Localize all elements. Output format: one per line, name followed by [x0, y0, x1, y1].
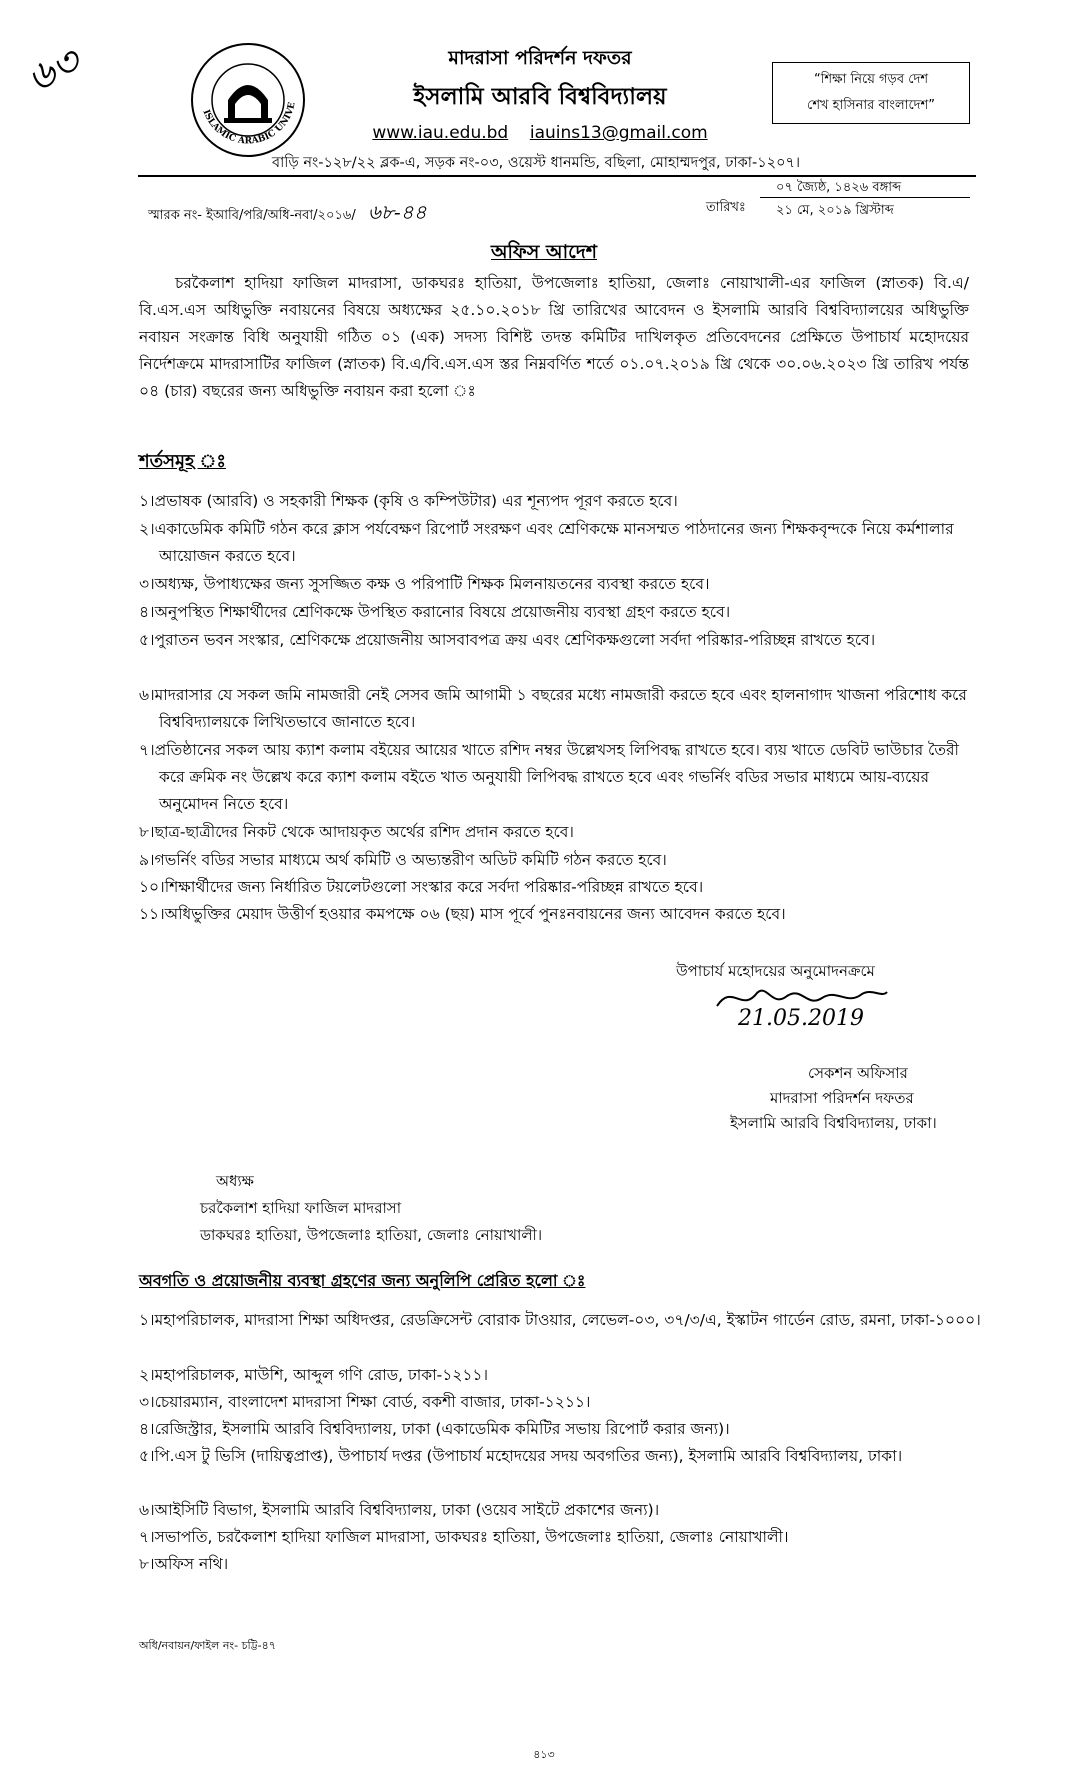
conditions-heading: শর্তসমূহ ঃ	[139, 451, 226, 472]
date-bangla: ০৭ জ্যৈষ্ঠ, ১৪২৬ বঙ্গাব্দ	[776, 180, 902, 195]
condition-item: ৯।গভর্নিং বডির সভার মাধ্যমে অর্থ কমিটি ও অভ্যন্তরীণ অডিট কমিটি গঠন করতে হবে।	[139, 851, 667, 869]
slogan-line2: শেখ হাসিনার বাংলাদেশ”	[807, 98, 935, 113]
memo-ref-label: স্মারক নং- ইআবি/পরি/অধি-নবা/২০১৬/	[148, 208, 356, 223]
signatory-office: মাদরাসা পরিদর্শন দফতর	[770, 1089, 914, 1107]
recipient-line1: অধ্যক্ষ	[216, 1172, 254, 1190]
signatory-title: সেকশন অফিসার	[808, 1064, 908, 1082]
recipient-line2: চরকৈলাশ হাদিয়া ফাজিল মাদরাসা	[200, 1199, 402, 1217]
intro-paragraph: চরকৈলাশ হাদিয়া ফাজিল মাদরাসা, ডাকঘরঃ হাতিয়া, উপজেলাঃ হাতিয়া, জেলাঃ নোয়াখালী-এর ফাজিল (স্নাতক) বি.এ/বি.এস.এস অধিভুক্তি নবায়নের বিষয়ে অধ্যক্ষের ২৫.১০.২০১৮ খ্রি তারিখের আবেদন ও ইসলামি আরবি বিশ্ববিদ্যালয়ের অধিভুক্তি নবায়ন সংক্রান্ত বিধি অনুযায়ী গঠিত ০১ (এক) সদস্য বিশিষ্ট তদন্ত কমিটির দাখিলকৃত প্রতিবেদনের প্রেক্ষিতে উপাচার্য মহোদয়ের নির্দেশক্রমে মাদরাসাটির ফাজিল (স্নাতক) বি.এ/বি.এস.এস স্তর নিম্নবর্ণিত শর্তে ০১.০৭.২০১৯ খ্রি থেকে ৩০.০৬.২০২৩ খ্রি তারিখ পর্যন্ত ০৪ (চার) বছরের জন্য অধিভুক্তি নবায়ন করা হলো ঃ	[139, 274, 969, 400]
condition-item: ২।একাডেমিক কমিটি গঠন করে ক্লাস পর্যবেক্ষণ রিপোর্ট সংরক্ষণ এবং শ্রেণিকক্ষে মানসম্মত পাঠদানের জন্য শিক্ষকবৃন্দকে নিয়ে কর্মশালার আয়োজন করতে হবে।	[139, 520, 954, 565]
cc-heading: অবগতি ও প্রয়োজনীয় ব্যবস্থা গ্রহণের জন্য অনুলিপি প্রেরিত হলো ঃ	[139, 1271, 586, 1290]
condition-item: ৪।অনুপস্থিত শিক্ষার্থীদের শ্রেণিকক্ষে উপস্থিত করানোর বিষয়ে প্রয়োজনীয় ব্যবস্থা গ্রহণ করতে হবে।	[139, 603, 731, 621]
cc-item: ৪।রেজিস্ট্রার, ইসলামি আরবি বিশ্ববিদ্যালয়, ঢাকা (একাডেমিক কমিটির সভায় রিপোর্ট করার জন্য)।	[139, 1420, 730, 1438]
page-title: অফিস আদেশ	[491, 241, 597, 263]
condition-item: ৫।পুরাতন ভবন সংস্কার, শ্রেণিকক্ষে প্রয়োজনীয় আসবাবপত্র ক্রয় এবং শ্রেণিকক্ষগুলো সর্বদা পরিষ্কার-পরিচ্ছন্ন রাখতে হবে।	[139, 631, 876, 649]
margin-note: ৬৩	[20, 38, 87, 102]
condition-item: ১১।অধিভুক্তির মেয়াদ উত্তীর্ণ হওয়ার কমপক্ষে ০৬ (ছয়) মাস পূর্বে পুনঃনবায়নের জন্য আবেদন করতে হবে।	[139, 905, 786, 923]
condition-item: ১০।শিক্ষার্থীদের জন্য নির্ধারিত টয়লেটগুলো সংস্কার করে সর্বদা পরিষ্কার-পরিচ্ছন্ন রাখতে হবে।	[139, 878, 704, 896]
address: বাড়ি নং-১২৮/২২ ব্লক-এ, সড়ক নং-০৩, ওয়েস্ট ধানমন্ডি, বছিলা, মোহাম্মদপুর, ঢাকা-১২০৭।	[272, 155, 801, 171]
logo-text: ISLAMIC ARABIC UNIVE	[200, 101, 298, 147]
date-label: তারিখঃ	[706, 200, 746, 215]
signature-date: 21.05.2019	[738, 1006, 864, 1031]
university-name: ইসলামি আরবি বিশ্ববিদ্যালয়	[413, 84, 667, 110]
university-logo	[188, 40, 308, 160]
approval-text: উপাচার্য মহোদয়ের অনুমোদনক্রমে	[676, 962, 875, 980]
condition-item: ১।প্রভাষক (আরবি) ও সহকারী শিক্ষক (কৃষি ও কম্পিউটার) এর শূন্যপদ পূরণ করতে হবে।	[139, 492, 678, 510]
condition-item: ৬।মাদরাসার যে সকল জমি নামজারী নেই সেসব জমি আগামী ১ বছরের মধ্যে নামজারী করতে হবে এবং হালনাগাদ খাজনা পরিশোধ করে বিশ্ববিদ্যালয়কে লিখিতভাবে জানাতে হবে।	[139, 686, 967, 731]
cc-item: ২।মহাপরিচালক, মাউশি, আব্দুল গণি রোড, ঢাকা-১২১১।	[139, 1366, 488, 1384]
page-number: ৪১৩	[533, 1748, 555, 1761]
memo-ref-handwritten: ৬৮-৪৪	[367, 200, 427, 224]
header-rule	[138, 175, 976, 177]
website-link[interactable]: www.iau.edu.bd	[372, 123, 509, 143]
file-number: অধি/নবায়ন/ফাইল নং- চট্টি-৪৭	[139, 1639, 276, 1652]
office-name: মাদরাসা পরিদর্শন দফতর	[448, 47, 632, 69]
recipient-line3: ডাকঘরঃ হাতিয়া, উপজেলাঃ হাতিয়া, জেলাঃ নোয়াখালী।	[200, 1226, 543, 1244]
signatory-institution: ইসলামি আরবি বিশ্ববিদ্যালয়, ঢাকা।	[730, 1114, 937, 1132]
slogan-box	[772, 62, 970, 124]
condition-item: ৮।ছাত্র-ছাত্রীদের নিকট থেকে আদায়কৃত অর্থের রশিদ প্রদান করতে হবে।	[139, 823, 574, 841]
date-rule	[760, 197, 970, 198]
cc-item: ৬।আইসিটি বিভাগ, ইসলামি আরবি বিশ্ববিদ্যালয়, ঢাকা (ওয়েব সাইটে প্রকাশের জন্য)।	[139, 1501, 660, 1519]
date-english: ২১ মে, ২০১৯ খ্রিস্টাব্দ	[776, 203, 894, 218]
cc-item: ৮।অফিস নথি।	[139, 1555, 229, 1573]
condition-item: ৩।অধ্যক্ষ, উপাধ্যক্ষের জন্য সুসজ্জিত কক্ষ ও পরিপাটি শিক্ষক মিলনায়তনের ব্যবস্থা করতে হবে।	[139, 575, 710, 593]
cc-item: ১।মহাপরিচালক, মাদরাসা শিক্ষা অধিদপ্তর, রেডক্রিসেন্ট বোরাক টাওয়ার, লেভেল-০৩, ৩৭/৩/এ, ইস্কাটন গার্ডেন রোড, রমনা, ঢাকা-১০০০।	[139, 1311, 981, 1329]
slogan-line1: “শিক্ষা নিয়ে গড়ব দেশ	[813, 72, 929, 87]
condition-item: ৭।প্রতিষ্ঠানের সকল আয় ক্যাশ কলাম বইয়ের আয়ের খাতে রশিদ নম্বর উল্লেখসহ লিপিবদ্ধ রাখতে হবে। ব্যয় খাতে ডেবিট ভাউচার তৈরী করে ক্রমিক নং উল্লেখ করে ক্যাশ কলাম বইতে খাত অনুযায়ী লিপিবদ্ধ রাখতে হবে এবং গভর্নিং বডির সভার মাধ্যমে আয়-ব্যয়ের অনুমোদন নিতে হবে।	[139, 741, 959, 813]
email-link[interactable]: iauins13@gmail.com	[529, 123, 708, 143]
cc-item: ৫।পি.এস টু ভিসি (দায়িত্বপ্রাপ্ত), উপাচার্য দপ্তর (উপাচার্য মহোদয়ের সদয় অবগতির জন্য), ইসলামি আরবি বিশ্ববিদ্যালয়, ঢাকা।	[139, 1447, 903, 1465]
cc-item: ৩।চেয়ারম্যান, বাংলাদেশ মাদরাসা শিক্ষা বোর্ড, বকশী বাজার, ঢাকা-১২১১।	[139, 1393, 591, 1411]
cc-item: ৭।সভাপতি, চরকৈলাশ হাদিয়া ফাজিল মাদরাসা, ডাকঘরঃ হাতিয়া, উপজেলাঃ হাতিয়া, জেলাঃ নোয়াখালী।	[139, 1528, 789, 1546]
